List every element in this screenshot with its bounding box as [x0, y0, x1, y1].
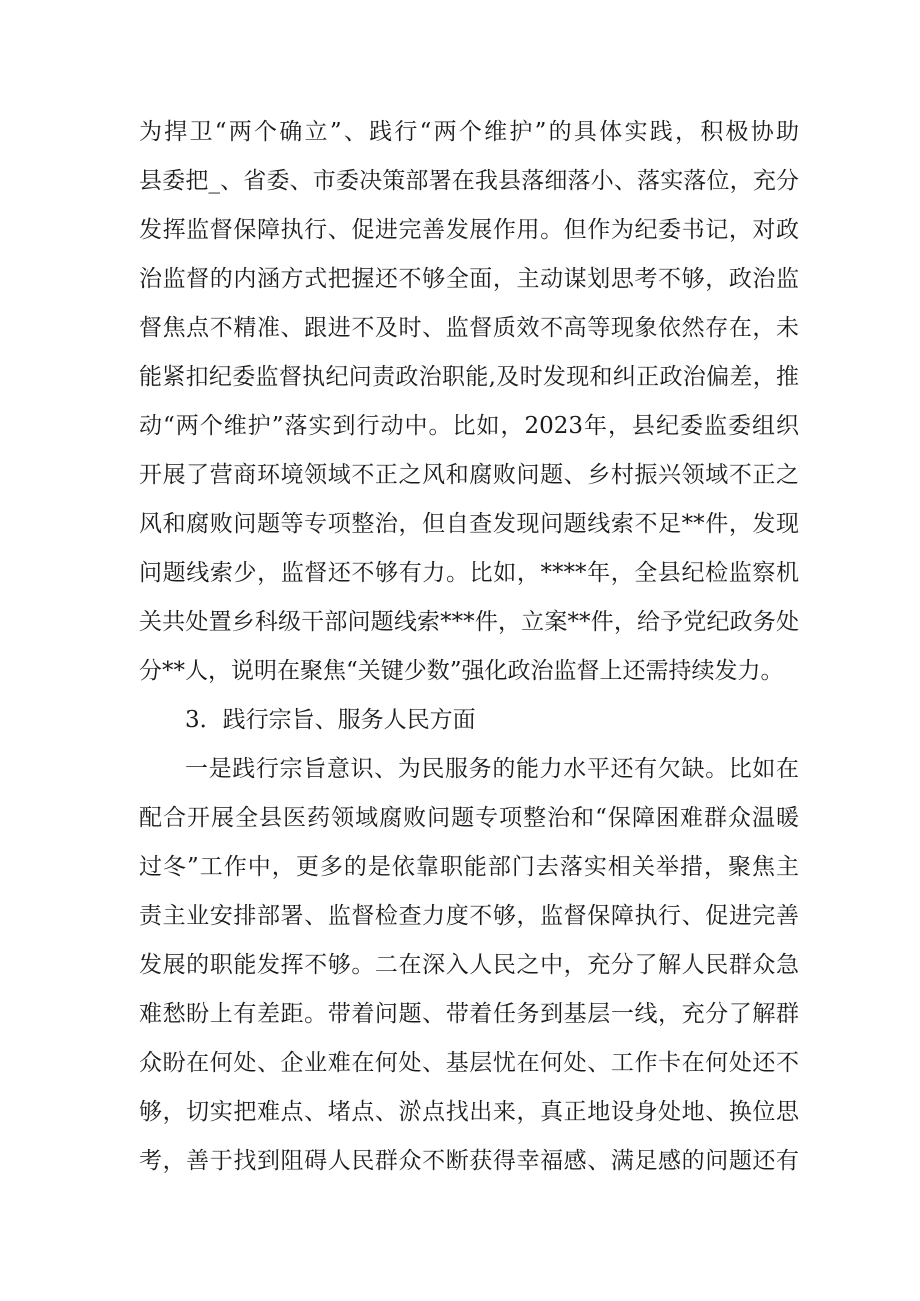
paragraph-line: 动“两个维护”落实到行动中。比如，2023年，县纪委监委组织	[139, 413, 799, 439]
paragraph-line: 够，切实把难点、堵点、淤点找出来，真正地设身处地、换位思	[139, 1099, 799, 1125]
paragraph-line: 为捍卫“两个确立”、践行“两个维护”的具体实践，积极协助	[139, 119, 799, 145]
paragraph-line: 发挥监督保障执行、促进完善发展作用。但作为纪委书记，对政	[139, 217, 799, 243]
paragraph-line: 治监督的内涵方式把握还不够全面，主动谋划思考不够，政治监	[139, 266, 799, 292]
paragraph-line: 开展了营商环境领域不正之风和腐败问题、乡村振兴领域不正之	[139, 462, 799, 488]
paragraph-line: 能紧扣纪委监督执纪问责政治职能,及时发现和纠正政治偏差，推	[139, 364, 799, 390]
paragraph-line: 分**人，说明在聚焦“关键少数”强化政治监督上还需持续发力。	[139, 658, 784, 684]
paragraph-line: 考，善于找到阻碍人民群众不断获得幸福感、满足感的问题还有	[139, 1148, 799, 1174]
paragraph-line: 县委把_、省委、市委决策部署在我县落细落小、落实落位，充分	[139, 168, 799, 194]
paragraph-line: 问题线索少，监督还不够有力。比如，****年，全县纪检监察机	[139, 560, 799, 586]
paragraph-line: 一是践行宗旨意识、为民服务的能力水平还有欠缺。比如在	[185, 756, 799, 782]
section-heading: 3．践行宗旨、服务人民方面	[185, 707, 476, 733]
paragraph-line: 众盼在何处、企业难在何处、基层忧在何处、工作卡在何处还不	[139, 1050, 799, 1076]
paragraph-line: 责主业安排部署、监督检查力度不够，监督保障执行、促进完善	[139, 903, 799, 929]
paragraph-line: 发展的职能发挥不够。二在深入人民之中，充分了解人民群众急	[139, 952, 799, 978]
paragraph-line: 配合开展全县医药领域腐败问题专项整治和“保障困难群众温暖	[139, 805, 799, 831]
paragraph-line: 难愁盼上有差距。带着问题、带着任务到基层一线，充分了解群	[139, 1001, 799, 1027]
paragraph-line: 风和腐败问题等专项整治，但自查发现问题线索不足**件，发现	[139, 511, 799, 537]
paragraph-line: 督焦点不精准、跟进不及时、监督质效不高等现象依然存在，未	[139, 315, 799, 341]
paragraph-line: 关共处置乡科级干部问题线索***件，立案**件，给予党纪政务处	[139, 609, 799, 635]
paragraph-line: 过冬”工作中，更多的是依靠职能部门去落实相关举措，聚焦主	[139, 854, 799, 880]
